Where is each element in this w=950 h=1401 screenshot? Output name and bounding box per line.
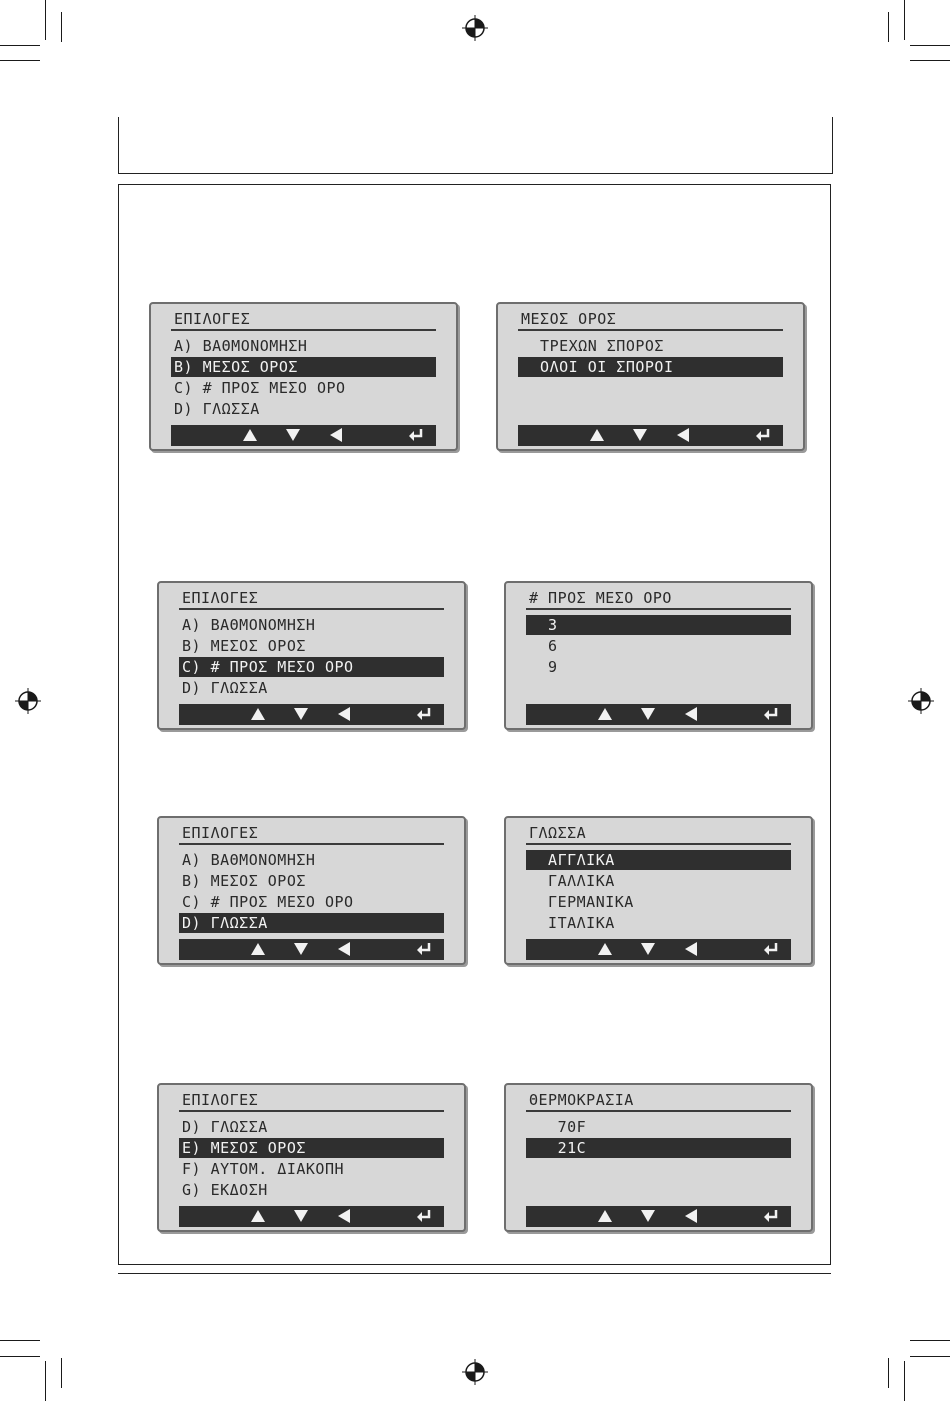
lcd-screen — [157, 1083, 466, 1232]
menu-item-selected[interactable]: E) ΜΕΣΟΣ ΟΡΟΣ — [179, 1138, 444, 1158]
down-arrow-button[interactable] — [282, 425, 304, 446]
screen-title: ΕΠΙΛΟΓΕΣ — [182, 824, 259, 842]
lcd-screen — [504, 581, 813, 730]
menu-item[interactable]: ΓΕΡΜΑΝΙΚΑ — [529, 893, 634, 911]
menu-item-selected[interactable]: C) # ΠΡΟΣ ΜΕΣΟ ΟΡΟ — [179, 657, 444, 677]
down-arrow-button[interactable] — [290, 1206, 312, 1227]
back-arrow-button[interactable] — [672, 425, 694, 446]
up-arrow-button[interactable] — [586, 425, 608, 446]
screen-title: ΘΕΡΜΟΚΡΑΣΙΑ — [529, 1091, 634, 1109]
title-divider — [179, 843, 444, 845]
nav-bar — [526, 704, 791, 725]
lcd-screen — [504, 1083, 813, 1232]
menu-item[interactable]: A) ΒΑΘΜΟΝΟΜΗΣΗ — [174, 337, 308, 355]
enter-button[interactable] — [752, 425, 774, 446]
registration-mark-icon — [462, 1359, 488, 1385]
nav-bar — [179, 704, 444, 725]
down-arrow-button[interactable] — [290, 704, 312, 725]
down-arrow-button[interactable] — [629, 425, 651, 446]
up-arrow-button[interactable] — [247, 704, 269, 725]
nav-bar — [171, 425, 436, 446]
registration-mark-icon — [462, 15, 488, 41]
menu-item-selected[interactable]: 3 — [526, 615, 791, 635]
menu-item-selected[interactable]: D) ΓΛΩΣΣΑ — [179, 913, 444, 933]
enter-button[interactable] — [413, 1206, 435, 1227]
nav-bar — [179, 939, 444, 960]
enter-button[interactable] — [413, 939, 435, 960]
screen-title: ΕΠΙΛΟΓΕΣ — [182, 1091, 259, 1109]
menu-item[interactable]: B) ΜΕΣΟΣ ΟΡΟΣ — [182, 872, 306, 890]
lcd-screen — [496, 302, 805, 451]
title-divider — [526, 843, 791, 845]
menu-item-selected[interactable]: ΟΛΟΙ ΟΙ ΣΠΟΡΟΙ — [518, 357, 783, 377]
up-arrow-button[interactable] — [594, 939, 616, 960]
enter-button[interactable] — [760, 1206, 782, 1227]
lcd-screen — [149, 302, 458, 451]
back-arrow-button[interactable] — [333, 704, 355, 725]
nav-bar — [518, 425, 783, 446]
menu-item[interactable]: D) ΓΛΩΣΣΑ — [174, 400, 260, 418]
screen-title: # ΠΡΟΣ ΜΕΣΟ ΟΡΟ — [529, 589, 672, 607]
menu-item[interactable]: ΤΡΕΧΩΝ ΣΠΟΡΟΣ — [521, 337, 664, 355]
lcd-screen — [157, 816, 466, 965]
menu-item[interactable]: D) ΓΛΩΣΣΑ — [182, 679, 268, 697]
title-divider — [171, 329, 436, 331]
down-arrow-button[interactable] — [637, 939, 659, 960]
down-arrow-button[interactable] — [290, 939, 312, 960]
menu-item[interactable]: 70F — [529, 1118, 587, 1136]
menu-item[interactable]: 6 — [529, 637, 558, 655]
screen-title: ΕΠΙΛΟΓΕΣ — [174, 310, 251, 328]
title-divider — [179, 608, 444, 610]
menu-item-selected[interactable]: B) ΜΕΣΟΣ ΟΡΟΣ — [171, 357, 436, 377]
registration-mark-icon — [908, 688, 934, 714]
registration-mark-icon — [15, 688, 41, 714]
menu-item[interactable]: ΙΤΑΛΙΚΑ — [529, 914, 615, 932]
page-header-box — [118, 117, 833, 174]
menu-item[interactable]: F) ΑΥΤΟΜ. ΔΙΑΚΟΠΗ — [182, 1160, 345, 1178]
menu-item[interactable]: C) # ΠΡΟΣ ΜΕΣΟ ΟΡΟ — [182, 893, 354, 911]
menu-item[interactable]: A) ΒΑΘΜΟΝΟΜΗΣΗ — [182, 616, 316, 634]
up-arrow-button[interactable] — [239, 425, 261, 446]
menu-item[interactable]: 9 — [529, 658, 558, 676]
nav-bar — [526, 1206, 791, 1227]
title-divider — [518, 329, 783, 331]
menu-item-selected[interactable]: ΑΓΓΛΙΚΑ — [526, 850, 791, 870]
up-arrow-button[interactable] — [247, 1206, 269, 1227]
back-arrow-button[interactable] — [680, 704, 702, 725]
title-divider — [179, 1110, 444, 1112]
menu-item[interactable]: A) ΒΑΘΜΟΝΟΜΗΣΗ — [182, 851, 316, 869]
back-arrow-button[interactable] — [680, 939, 702, 960]
enter-button[interactable] — [405, 425, 427, 446]
menu-item[interactable]: C) # ΠΡΟΣ ΜΕΣΟ ΟΡΟ — [174, 379, 346, 397]
nav-bar — [526, 939, 791, 960]
back-arrow-button[interactable] — [325, 425, 347, 446]
back-arrow-button[interactable] — [333, 1206, 355, 1227]
lcd-screen — [504, 816, 813, 965]
enter-button[interactable] — [760, 704, 782, 725]
title-divider — [526, 1110, 791, 1112]
enter-button[interactable] — [760, 939, 782, 960]
menu-item[interactable]: ΓΑΛΛΙΚΑ — [529, 872, 615, 890]
screen-title: ΜΕΣΟΣ ΟΡΟΣ — [521, 310, 617, 328]
menu-item[interactable]: G) ΕΚΔΟΣΗ — [182, 1181, 268, 1199]
enter-button[interactable] — [413, 704, 435, 725]
menu-item[interactable]: D) ΓΛΩΣΣΑ — [182, 1118, 268, 1136]
footer-rule — [118, 1273, 831, 1274]
back-arrow-button[interactable] — [680, 1206, 702, 1227]
up-arrow-button[interactable] — [594, 1206, 616, 1227]
menu-item[interactable]: B) ΜΕΣΟΣ ΟΡΟΣ — [182, 637, 306, 655]
screen-title: ΕΠΙΛΟΓΕΣ — [182, 589, 259, 607]
lcd-screen — [157, 581, 466, 730]
back-arrow-button[interactable] — [333, 939, 355, 960]
menu-item-selected[interactable]: 21C — [526, 1138, 791, 1158]
up-arrow-button[interactable] — [247, 939, 269, 960]
title-divider — [526, 608, 791, 610]
down-arrow-button[interactable] — [637, 704, 659, 725]
nav-bar — [179, 1206, 444, 1227]
screen-title: ΓΛΩΣΣΑ — [529, 824, 587, 842]
up-arrow-button[interactable] — [594, 704, 616, 725]
down-arrow-button[interactable] — [637, 1206, 659, 1227]
